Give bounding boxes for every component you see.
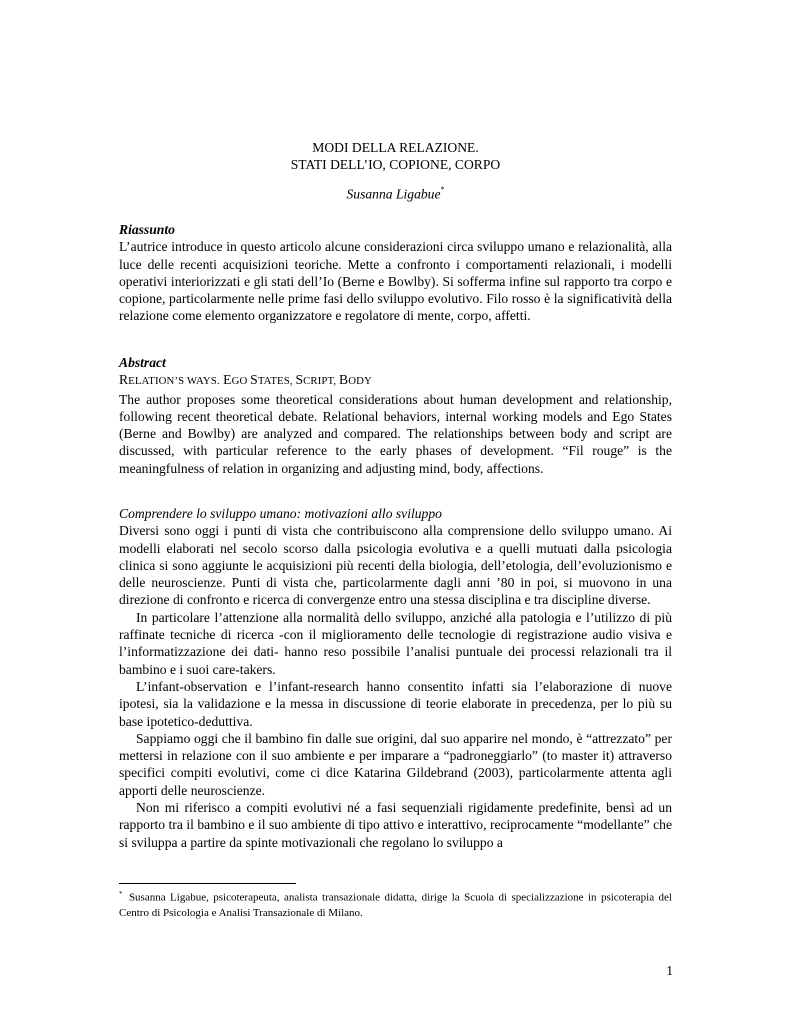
abstract-heading: Abstract <box>119 355 166 370</box>
title-line-2: STATI DELL’IO, COPIONE, CORPO <box>290 157 501 172</box>
section-1-paragraph: Sappiamo oggi che il bambino fin dalle sue origini, dal suo apparire nel mondo, è “attrezzato” per mettersi in relazione con il suo ambiente e per imparare a “padroneggiarlo” (to master it) attraverso specifici compiti evolutivi, come ci dice Katarina Gildebrand (2003), particolarmente attenta agli apporti delle neuroscienze. <box>119 730 672 798</box>
section-1-paragraph: L’infant-observation e l’infant-research hanno consentito infatti sia l’elaborazione di nuove ipotesi, sia la validazione e la messa in discussione di teorie elaborate in precedenza, per lo più su base ipotetico-deduttiva. <box>119 678 672 729</box>
footnote-text: Susanna Ligabue, psicoterapeuta, analista transazionale didatta, dirige la Scuola di specializzazione in psicoterapia del Centro di Psicologia e Analisi Transazionale di Milano. <box>119 891 672 920</box>
footnote <box>119 887 672 922</box>
abstract-section <box>119 354 672 477</box>
abstract-text: The author proposes some theoretical considerations about human development and relationship, following recent theoretical debate. Relational behaviors, internal working models and Ego States (Berne and Bowlby) are analyzed and compared. The relationships between body and script are discussed, with particular reference to the early phases of development. “Fil rouge” is the meaningfulness of relation in organizing and adjusting mind, body, affections. <box>119 391 672 476</box>
footnote-rule <box>119 883 296 884</box>
author-text: Susanna Ligabue <box>346 186 441 202</box>
riassunto-heading: Riassunto <box>119 222 175 237</box>
section-1-paragraph: Diversi sono oggi i punti di vista che contribuiscono alla comprensione dello sviluppo umano. Ai modelli elaborati nel secolo scorso dalla psicologia evolutiva e a quelli mutuati dalla psicologia clinica si sono aggiunte le acquisizioni più recenti della biologia, dell’etologia, dell’evoluzionismo e delle neuroscienze. Punti di vista che, particolarmente dagli anni ’80 in poi, si muovono in una direzione di confronto e ricerca di convergenze entro una stessa disciplina e tra discipline diverse. <box>119 523 672 608</box>
page-number: 1 <box>666 963 673 978</box>
riassunto-section <box>119 221 672 325</box>
author-name <box>0 186 791 203</box>
section-1 <box>119 505 672 851</box>
section-1-heading: Comprendere lo sviluppo umano: motivazioni allo sviluppo <box>119 506 442 521</box>
section-1-paragraph: In particolare l’attenzione alla normalità dello sviluppo, anziché alla patologia e l’utilizzo di più raffinate tecniche di ricerca -con il miglioramento delle tecnologie di registrazione audio visiva e l’informatizzazione dei dati- hanno reso possibile l’analisi puntuale dei processi relazionali tra il bambino e i suoi care-takers. <box>119 609 672 677</box>
author-footnote-mark: * <box>440 185 445 194</box>
title-line-1: MODI DELLA RELAZIONE. <box>312 140 479 155</box>
section-1-paragraph: Non mi riferisco a compiti evolutivi né a fasi sequenziali rigidamente predefinite, bensì ad un rapporto tra il bambino e il suo ambiente di tipo attivo e interattivo, reciprocamente “modellante” che si sviluppa a partire da spinte motivazionali che regolano lo sviluppo a <box>119 800 672 850</box>
abstract-subtitle: RELATION’S WAYS. EGO STATES, SCRIPT, BODY <box>119 372 372 388</box>
footnote-mark: * <box>119 890 123 898</box>
riassunto-text: L’autrice introduce in questo articolo alcune considerazioni circa sviluppo umano e relazionalità, alla luce delle recenti acquisizioni teoriche. Mette a confronto i comportamenti relazionali, i modelli operativi interiorizzati e gli stati dell’Io (Berne e Bowlby). Si sofferma infine sul rapporto tra corpo e copione, particolarmente nelle prime fasi dello sviluppo evolutivo. Filo rosso è la significatività della relazione come elemento organizzatore e regolatore di mente, corpo, affetti. <box>119 239 672 324</box>
